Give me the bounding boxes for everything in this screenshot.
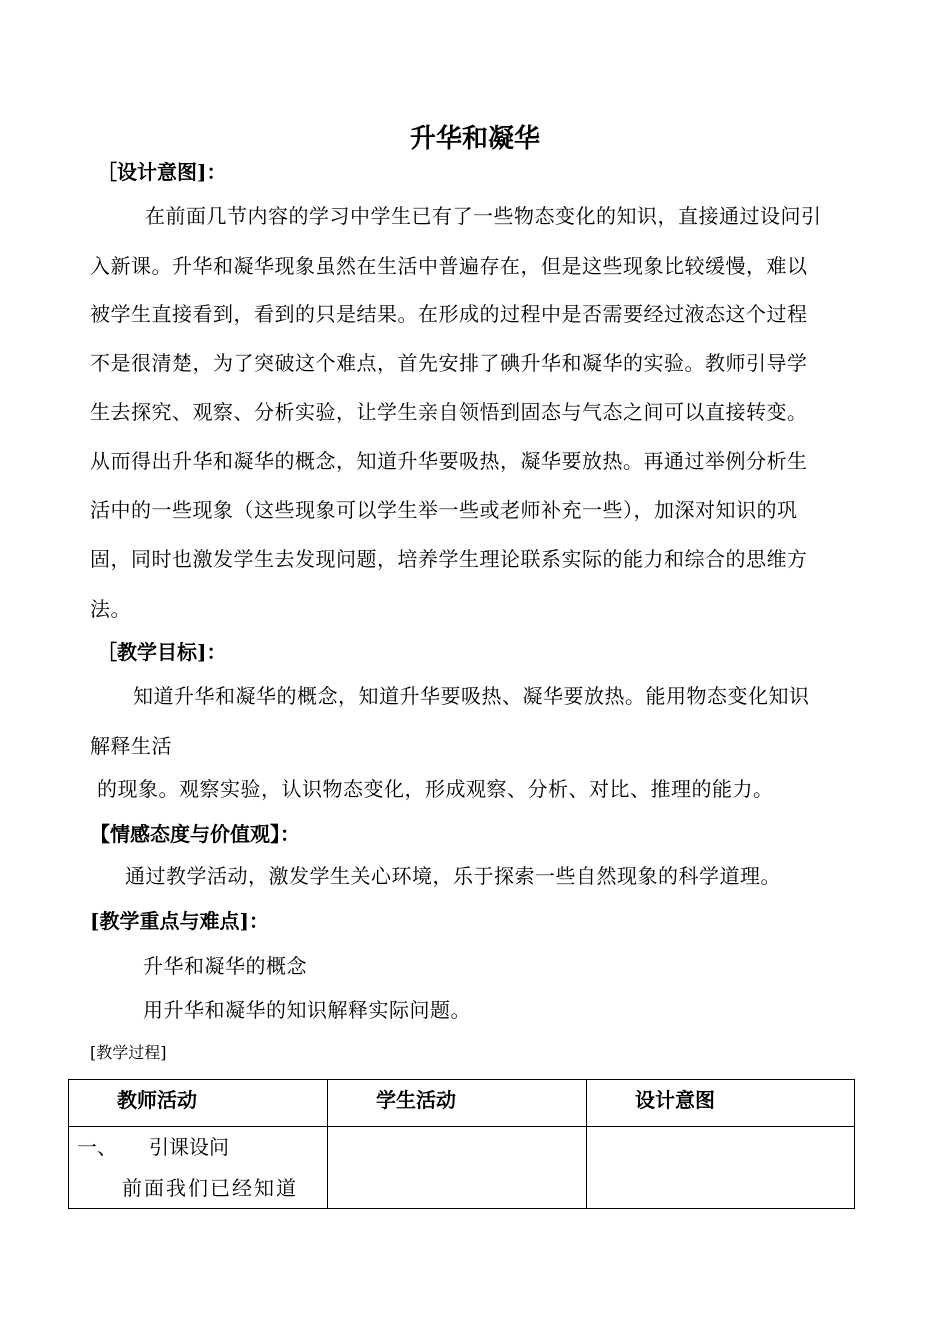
header-design-intent: 设计意图 — [635, 1088, 715, 1112]
key-points-line-1: 升华和凝华的概念 — [143, 954, 307, 978]
design-intent-line-8: 固，同时也激发学生去发现问题，培养学生理论联系实际的能力和综合的思维方 — [90, 547, 808, 571]
header-teacher-activity: 教师活动 — [117, 1088, 197, 1112]
teaching-goals-line-3: 的现象。观察实验，认识物态变化，形成观察、分析、对比、推理的能力。 — [97, 777, 774, 801]
design-intent-line-2: 入新课。升华和凝华现象虽然在生活中普遍存在，但是这些现象比较缓慢，难以 — [90, 254, 808, 278]
design-intent-line-6: 从而得出升华和凝华的概念，知道升华要吸热，凝华要放热。再通过举例分析生 — [90, 449, 808, 473]
process-label: [教学过程] — [90, 1043, 167, 1062]
cell-teacher-activity — [69, 1127, 328, 1209]
table-row — [69, 1127, 855, 1209]
emotion-line: 通过教学活动，激发学生关心环境，乐于探索一些自然现象的科学道理。 — [125, 864, 781, 888]
page-title: 升华和凝华 — [409, 124, 540, 154]
teacher-activity-text: 前面我们已经知道 — [122, 1176, 298, 1200]
process-table — [68, 1079, 855, 1209]
teaching-goals-line-1: 知道升华和凝华的概念，知道升华要吸热、凝华要放热。能用物态变化知识 — [133, 684, 810, 708]
key-points-line-2: 用升华和凝华的知识解释实际问题。 — [143, 998, 471, 1022]
design-intent-line-1: 在前面几节内容的学习中学生已有了一些物态变化的知识，直接通过设问引 — [145, 204, 822, 228]
design-intent-heading: ［设计意图]： — [97, 160, 227, 184]
header-student-activity: 学生活动 — [376, 1088, 456, 1112]
design-intent-line-5: 生去探究、观察、分析实验，让学生亲自领悟到固态与气态之间可以直接转变。 — [90, 400, 808, 424]
design-intent-line-4: 不是很清楚，为了突破这个难点，首先安排了碘升华和凝华的实验。教师引导学 — [90, 351, 808, 375]
design-intent-line-9: 法。 — [90, 597, 131, 621]
cell-design-intent — [587, 1127, 855, 1209]
design-intent-line-3: 被学生直接看到，看到的只是结果。在形成的过程中是否需要经过液态这个过程 — [90, 302, 808, 326]
section-number: 一、 — [77, 1135, 117, 1159]
emotion-heading: 【情感态度与价值观】： — [90, 822, 300, 846]
header-cell-student — [328, 1080, 587, 1127]
key-points-heading: [教学重点与难点]： — [90, 909, 269, 933]
table-header-row — [69, 1080, 855, 1127]
teaching-goals-heading: ［教学目标]： — [97, 640, 227, 664]
section-title: 引课设问 — [149, 1135, 229, 1159]
header-cell-intent — [587, 1080, 855, 1127]
teaching-goals-line-2: 解释生活 — [90, 734, 172, 758]
header-cell-teacher — [69, 1080, 328, 1127]
cell-student-activity — [328, 1127, 587, 1209]
design-intent-line-7: 活中的一些现象（这些现象可以学生举一些或老师补充一些），加深对知识的巩 — [90, 498, 798, 522]
